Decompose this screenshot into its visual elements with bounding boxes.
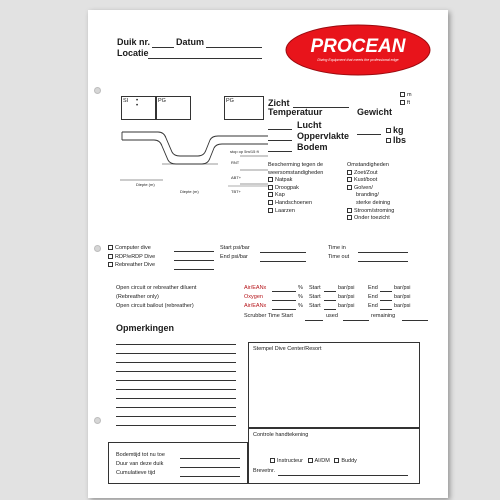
gas-unit1-labels — [338, 284, 355, 311]
time-in-field[interactable] — [358, 252, 408, 253]
bescherming-section — [268, 162, 323, 215]
time-out-field[interactable] — [358, 261, 408, 262]
temperatuur-label: Temperatuur — [268, 107, 323, 117]
gas-row-3-pct: % — [298, 303, 303, 309]
gas-row-2-unit2: bar/psi — [394, 294, 411, 300]
scrubber-used-field[interactable] — [343, 320, 369, 321]
opmerkingen-title: Opmerkingen — [116, 323, 175, 333]
gas-type-labels — [244, 284, 266, 311]
pg2-label: PG — [226, 98, 234, 104]
ft-option[interactable]: ft — [400, 100, 410, 106]
cumulatieve-field[interactable] — [180, 476, 240, 477]
gas-row-1-unit1: bar/psi — [338, 285, 355, 291]
logo-brand-text: PROCEAN — [310, 36, 406, 57]
logbook-page — [88, 10, 448, 498]
gas-row-2-pct: % — [298, 294, 303, 300]
gas-row-3-start-field[interactable] — [324, 309, 336, 310]
gas-row-1-label: Open circuit or rebreather diluent — [116, 285, 197, 291]
datum-field[interactable] — [206, 47, 262, 48]
checkbox-handschoenen[interactable]: Handschoenen — [268, 200, 323, 208]
time-out-label: Time out — [328, 254, 350, 260]
lbs-option[interactable]: lbs — [386, 135, 406, 145]
end-psi-field[interactable] — [260, 261, 306, 262]
rebreather-dive-field[interactable] — [174, 269, 214, 270]
duur-label: Duur van deze duik — [116, 461, 164, 467]
binder-hole — [94, 87, 101, 94]
gas-row-2-label: (Rebreather only) — [116, 294, 159, 300]
gas-row-1-end: End — [368, 285, 378, 291]
checkbox-rdp-dive[interactable]: RDP/eRDP Dive — [108, 253, 155, 262]
m-option[interactable]: m — [400, 92, 412, 98]
bescherming-title-1: Bescherming tegen de — [268, 162, 324, 168]
gas-row-3-end: End — [368, 303, 378, 309]
remaining-label: remaining — [371, 313, 396, 319]
gas-row-3-label: Open circuit bailout (rebreather) — [116, 303, 194, 309]
checkbox-laarzen[interactable]: Laarzen — [268, 208, 323, 216]
checkbox-rebreather-dive[interactable]: Rebreather Dive — [108, 261, 155, 270]
gas-row-2-pct-field[interactable] — [272, 300, 296, 301]
checkbox-computer-dive[interactable]: Computer dive — [108, 244, 155, 253]
diepte2-label: Diepte (m) — [180, 189, 199, 194]
start-psi-field[interactable] — [260, 252, 306, 253]
lucht-label: Lucht — [297, 120, 322, 130]
stempel-box[interactable] — [248, 342, 420, 428]
bodemtijd-field[interactable] — [180, 458, 240, 459]
gas-pct-labels — [298, 284, 303, 311]
end-psi-label: End psi/bar — [220, 254, 248, 260]
scrubber-start-field[interactable] — [305, 320, 323, 321]
checkbox-kap[interactable]: Kap — [268, 192, 323, 200]
gas-row-1-start: Start — [309, 285, 321, 291]
golven-cont-1: branding/ — [356, 192, 379, 199]
oppervlakte-field[interactable] — [268, 140, 292, 141]
gas-end-labels — [368, 284, 378, 311]
checkbox-zoet-zout[interactable]: Zoet/Zout — [347, 170, 394, 178]
gas-left-labels — [116, 284, 196, 311]
checkbox-buddy[interactable]: Buddy — [334, 458, 357, 464]
tbt-label: TBT+ — [231, 189, 241, 194]
controle-role-options — [270, 458, 357, 464]
gas-row-3-unit1: bar/psi — [338, 303, 355, 309]
rdp-dive-field[interactable] — [174, 260, 214, 261]
checkbox-instructeur[interactable]: Instructeur — [270, 458, 303, 464]
datum-label: Datum — [176, 37, 205, 47]
gas-row-2-unit1: bar/psi — [338, 294, 355, 300]
cumulatieve-label: Cumulatieve tijd — [116, 470, 156, 476]
lucht-field[interactable] — [268, 129, 292, 130]
gas-row-3-unit2: bar/psi — [394, 303, 411, 309]
duik-field[interactable] — [152, 47, 174, 48]
duik-label: Duik nr. — [117, 37, 151, 47]
gas-row-2-type: Oxygen — [244, 294, 263, 300]
gas-unit2-labels — [394, 284, 411, 311]
bodemtijd-label: Bodemtijd tot nu toe — [116, 452, 165, 458]
controle-title: Controle handtekening — [253, 432, 309, 438]
omstandigheden-section — [347, 162, 394, 223]
diepte1-label: Diepte (m) — [136, 182, 155, 187]
stop-label: stop op 5m/15 ft — [230, 149, 259, 154]
time-in-label: Time in — [328, 245, 346, 251]
binder-hole — [94, 417, 101, 424]
duur-field[interactable] — [180, 467, 240, 468]
gas-row-3-start: Start — [309, 303, 321, 309]
checkbox-stroom[interactable]: Stroom/stroming — [347, 208, 394, 216]
oppervlakte-label: Oppervlakte — [297, 131, 350, 141]
brevet-label: Brevetnr. — [253, 468, 276, 474]
rnt-label: RNT — [231, 160, 240, 165]
bodem-field[interactable] — [268, 151, 292, 152]
gas-row-3-type: Air/EANx — [244, 303, 267, 309]
binder-hole — [94, 245, 101, 252]
abt-label: ABT+ — [231, 175, 242, 180]
gas-row-1-pct-field[interactable] — [272, 291, 296, 292]
gas-row-2-end-field[interactable] — [380, 300, 392, 301]
bottom-times-labels — [116, 451, 165, 478]
bescherming-title-2: weersomstandigheden — [268, 169, 324, 176]
gas-start-labels — [309, 284, 321, 311]
locatie-field[interactable] — [148, 58, 262, 59]
computer-dive-field[interactable] — [174, 251, 214, 252]
gewicht-label: Gewicht — [357, 107, 393, 117]
start-psi-label: Start psi/bar — [220, 245, 250, 251]
gewicht-field[interactable] — [357, 134, 381, 135]
gas-row-3-pct-field[interactable] — [272, 309, 296, 310]
checkbox-onder-toezicht[interactable]: Onder toezicht — [347, 215, 394, 223]
gas-row-1-start-field[interactable] — [324, 291, 336, 292]
gas-row-2-end: End — [368, 294, 378, 300]
si-label: SI — [123, 98, 129, 104]
colon-mark: • • — [136, 98, 139, 109]
gas-row-1-pct: % — [298, 285, 303, 291]
pg1-label: PG — [158, 98, 166, 104]
used-label: used — [326, 313, 338, 319]
checkbox-golven[interactable]: Golven/ — [347, 185, 394, 193]
gas-row-1-end-field[interactable] — [380, 291, 392, 292]
brevet-field[interactable] — [278, 475, 408, 476]
gas-row-1-type: Air/EANx — [244, 285, 267, 291]
checkbox-ai-dm[interactable]: AI/DM — [308, 458, 330, 464]
stempel-title: Stempel Dive Center/Resort — [253, 346, 322, 352]
gas-row-2-start-field[interactable] — [324, 300, 336, 301]
gas-row-2-start: Start — [309, 294, 321, 300]
golven-cont-2: sterke deining — [356, 199, 391, 206]
zicht-label: Zicht — [268, 98, 290, 108]
gas-row-3-end-field[interactable] — [380, 309, 392, 310]
checkbox-natpak[interactable]: Natpak — [268, 177, 323, 185]
omstandigheden-title: Omstandigheden — [347, 162, 389, 168]
kg-option[interactable]: kg — [386, 125, 404, 135]
dive-type-section — [108, 244, 155, 270]
scrubber-label: Scrubber Time Start — [244, 313, 293, 319]
scrubber-remaining-field[interactable] — [402, 320, 428, 321]
locatie-label: Locatie — [117, 48, 149, 58]
checkbox-kust-boot[interactable]: Kust/boot — [347, 177, 394, 185]
checkbox-droogpak[interactable]: Droogpak — [268, 185, 323, 193]
procean-logo — [284, 24, 432, 76]
gas-row-1-unit2: bar/psi — [394, 285, 411, 291]
logo-tagline-text: Diving Equipment that meets the professional edge — [317, 58, 399, 62]
bodem-label: Bodem — [297, 142, 328, 152]
